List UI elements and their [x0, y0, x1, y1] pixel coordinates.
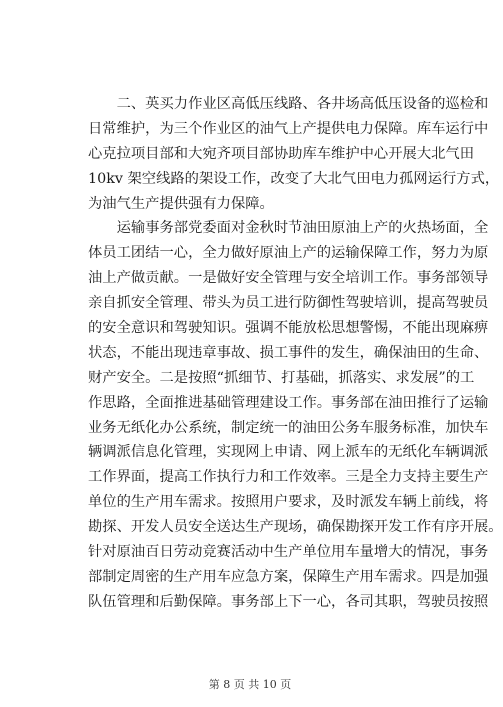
text-line: 业务无纸化办公系统，制定统一的油田公务车服务标准，加快车: [88, 419, 489, 436]
text-line: 为油气生产提供强有力保障。: [88, 195, 274, 212]
text-line: 财产安全。二是按照“抓细节、打基础，抓落实、求发展”的工: [88, 369, 475, 386]
text-line: 作思路，全面推进基础管理建设工作。事务部在油田推行了运输: [88, 394, 489, 411]
text-line: 针对原油百日劳动竞赛活动中生产单位用车量增大的情况，事务: [88, 544, 489, 561]
text-line: 运输事务部党委面对金秋时节油田原油上产的火热场面，全: [88, 220, 489, 237]
document-body: [88, 92, 503, 615]
text-line: 勘探、开发人员安全送达生产现场，确保勘探开发工作有序开展。: [88, 519, 503, 536]
text-line: 部制定周密的生产用车应急方案，保障生产用车需求。四是加强: [88, 568, 489, 585]
text-line: 的安全意识和驾驶知识。强调不能放松思想警惕，不能出现麻痹: [88, 320, 489, 337]
text-line: 状态，不能出现违章事故、损工事件的发生，确保油田的生命、: [88, 344, 489, 361]
text-line: 单位的生产用车需求。按照用户要求，及时派发车辆上前线，将: [88, 494, 489, 511]
page-footer: 第 8 页 共 10 页: [208, 678, 292, 691]
text-line: 油上产做贡献。一是做好安全管理与安全培训工作。事务部领导: [88, 270, 489, 287]
text-line: 10kv 架空线路的架设工作，改变了大北气田电力孤网运行方式，: [88, 170, 500, 187]
text-line: 二、英买力作业区高低压线路、各井场高低压设备的巡检和: [88, 96, 489, 112]
text-line: 工作界面，提高工作执行力和工作效率。三是全力支持主要生产: [88, 469, 489, 486]
text-line: 体员工团结一心，全力做好原油上产的运输保障工作，努力为原: [88, 245, 489, 262]
text-line: 日常维护，为三个作业区的油气上产提供电力保障。库车运行中: [88, 120, 489, 137]
text-line: 心克拉项目部和大宛齐项目部协助库车维护中心开展大北气田: [88, 145, 475, 162]
text-line: 队伍管理和后勤保障。事务部上下一心，各司其职，驾驶员按照: [88, 593, 489, 610]
text-line: 辆调派信息化管理，实现网上申请、网上派车的无纸化车辆调派: [88, 444, 489, 461]
text-line: 亲自抓安全管理、带头为员工进行防御性驾驶培训，提高驾驶员: [88, 295, 489, 312]
